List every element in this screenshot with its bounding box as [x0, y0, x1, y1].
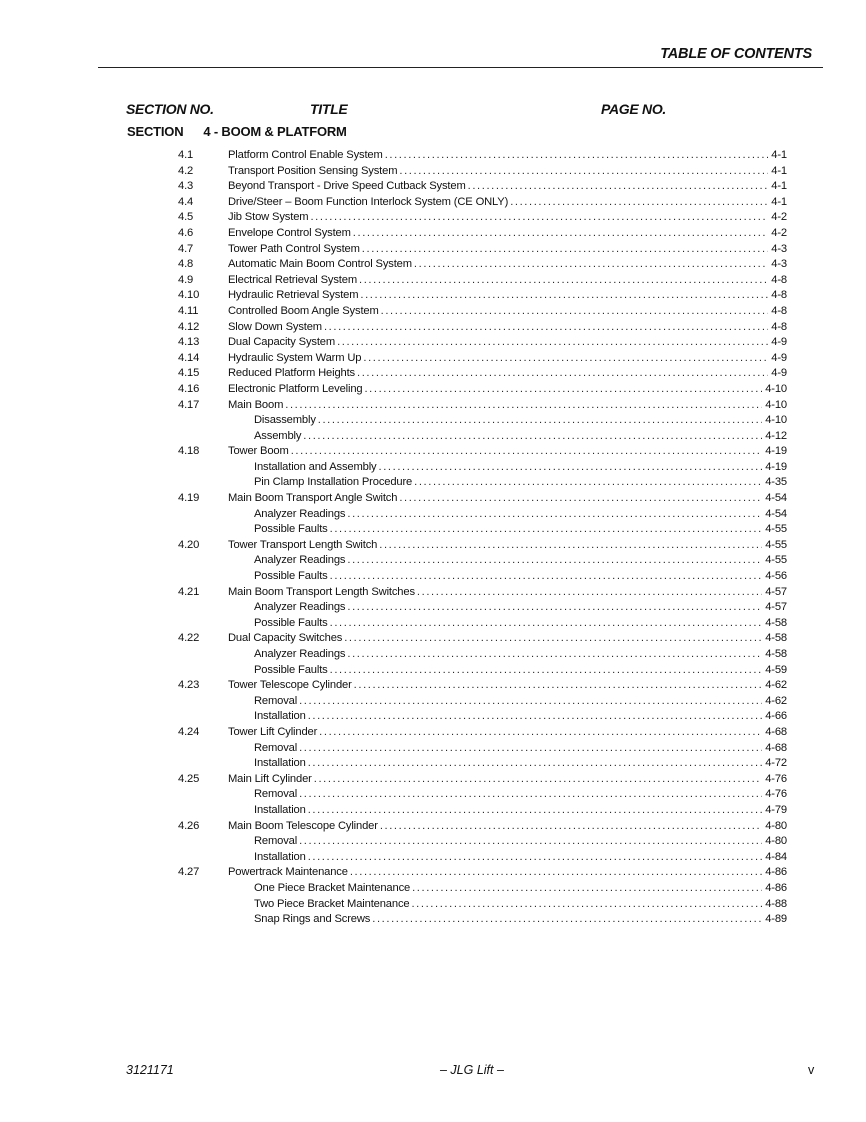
- dot-leader: [330, 616, 763, 632]
- toc-entry-line: [254, 475, 787, 491]
- dot-leader: [299, 694, 762, 710]
- toc-entry[interactable]: [178, 444, 787, 460]
- toc-entry-line: [228, 257, 787, 273]
- dot-leader: [364, 382, 762, 398]
- toc-entry-line: [228, 538, 787, 554]
- dot-leader: [299, 787, 762, 803]
- toc-subentry[interactable]: [178, 741, 787, 757]
- dot-leader: [468, 179, 769, 195]
- toc-subentry[interactable]: [178, 709, 787, 725]
- toc-entry-title: Hydraulic Retrieval System: [228, 289, 359, 302]
- toc-entry-title: Dual Capacity System: [228, 336, 336, 349]
- toc-entry-line: [254, 881, 787, 897]
- column-heading-title: TITLE: [310, 101, 348, 117]
- toc-entry-page: 4-80: [765, 819, 787, 832]
- dot-leader: [330, 569, 763, 585]
- toc-entry-line: [228, 725, 787, 741]
- toc-entry[interactable]: [178, 631, 787, 647]
- dot-leader: [510, 195, 768, 211]
- toc-entry-page: 4-54: [765, 492, 787, 505]
- toc-subentry[interactable]: [178, 553, 787, 569]
- toc-entry-number: 4.17: [178, 398, 200, 411]
- toc-entry-line: [254, 834, 787, 850]
- dot-leader: [381, 304, 769, 320]
- toc-entry[interactable]: [178, 725, 787, 741]
- toc-subentry[interactable]: [178, 569, 787, 585]
- toc-entry-page: 4-76: [765, 788, 787, 801]
- dot-leader: [379, 538, 762, 554]
- toc-entry-title: Platform Control Enable System: [228, 149, 383, 161]
- toc-subentry[interactable]: [178, 912, 787, 928]
- toc-entry-page: 4-2: [771, 226, 787, 239]
- toc-entry-number: 4.19: [178, 492, 200, 505]
- toc-entry-number: 4.21: [178, 585, 200, 598]
- toc-entry-title: Installation: [254, 757, 306, 770]
- toc-subentry[interactable]: [178, 850, 787, 866]
- toc-entry-title: Installation: [254, 803, 306, 816]
- dot-leader: [308, 850, 763, 866]
- toc-entry-line: [228, 678, 787, 694]
- toc-entry-page: 4-1: [771, 149, 787, 161]
- toc-entry-page: 4-9: [771, 367, 787, 380]
- dot-leader: [308, 709, 763, 725]
- toc-entry-line: [228, 179, 787, 195]
- toc-entry-page: 4-12: [765, 429, 787, 442]
- toc-entry-number: 4.27: [178, 866, 200, 879]
- section-number: 4: [203, 124, 211, 139]
- toc-subentry[interactable]: [178, 803, 787, 819]
- toc-entry[interactable]: [178, 398, 787, 414]
- toc-entry-title: Drive/Steer – Boom Function Interlock System (CE ONLY): [228, 195, 509, 208]
- toc-entry-title: Assembly: [254, 429, 302, 442]
- toc-entry-page: 4-57: [765, 585, 787, 598]
- dot-leader: [385, 148, 769, 164]
- toc-entry-page: 4-57: [765, 601, 787, 614]
- toc-entry-line: [228, 226, 787, 242]
- toc-entry[interactable]: [178, 179, 787, 195]
- toc-entry-title: Main Boom Transport Angle Switch: [228, 492, 398, 505]
- toc-entry-page: 4-9: [771, 351, 787, 364]
- toc-subentry[interactable]: [178, 834, 787, 850]
- dot-leader: [337, 335, 768, 351]
- dot-leader: [399, 164, 768, 180]
- toc-entry-page: 4-84: [765, 850, 787, 863]
- toc-subentry[interactable]: [178, 460, 787, 476]
- toc-subentry[interactable]: [178, 881, 787, 897]
- toc-entry-title: Disassembly: [254, 414, 316, 427]
- toc-entry-title: Hydraulic System Warm Up: [228, 351, 362, 364]
- toc-subentry[interactable]: [178, 647, 787, 663]
- toc-entry[interactable]: [178, 819, 787, 835]
- toc-entry-title: Possible Faults: [254, 663, 328, 676]
- toc-entry-page: 4-8: [771, 304, 787, 317]
- footer-doc-number: 3121171: [126, 1063, 174, 1077]
- toc-entry-number: 4.12: [178, 320, 200, 333]
- toc-entry-title: Controlled Boom Angle System: [228, 304, 379, 317]
- toc-subentry[interactable]: [178, 475, 787, 491]
- toc-entry-page: 4-79: [765, 803, 787, 816]
- toc-entry-number: 4.2: [178, 164, 194, 177]
- toc-entry-line: [254, 912, 787, 928]
- toc-entry-title: Transport Position Sensing System: [228, 164, 398, 177]
- toc-entry-line: [228, 819, 787, 835]
- column-heading-section-no: SECTION NO.: [126, 101, 214, 117]
- toc-entry[interactable]: [178, 320, 787, 336]
- toc-entry-line: [228, 491, 787, 507]
- dot-leader: [310, 210, 768, 226]
- toc-entry-line: [228, 631, 787, 647]
- toc-subentry[interactable]: [178, 787, 787, 803]
- toc-entry-number: 4.15: [178, 367, 200, 380]
- toc-entry-title: Removal: [254, 694, 298, 707]
- dot-leader: [412, 881, 762, 897]
- toc-entry-page: 4-8: [771, 273, 787, 286]
- toc-entry-title: Installation: [254, 850, 306, 863]
- section-label: SECTION: [127, 124, 184, 139]
- dot-leader: [314, 772, 762, 788]
- toc-entry-line: [254, 616, 787, 632]
- toc-entry-number: 4.3: [178, 180, 194, 193]
- toc-entry-line: [254, 507, 787, 523]
- toc-entry-page: 4-3: [771, 242, 787, 255]
- toc-entry-page: 4-1: [771, 180, 787, 193]
- toc-entry-page: 4-86: [765, 881, 787, 894]
- toc-entry-line: [228, 585, 787, 601]
- section-heading: [127, 124, 347, 139]
- dot-leader: [319, 725, 762, 741]
- toc-entry-line: [254, 522, 787, 538]
- dot-leader: [299, 741, 762, 757]
- dot-leader: [347, 600, 762, 616]
- toc-entry[interactable]: [178, 288, 787, 304]
- dot-leader: [347, 553, 762, 569]
- toc-entry-title: Powertrack Maintenance: [228, 866, 348, 879]
- dot-leader: [299, 834, 762, 850]
- dot-leader: [411, 897, 762, 913]
- toc-entry-number: 4.6: [178, 226, 194, 239]
- toc-entry-page: 4-80: [765, 835, 787, 848]
- toc-entry-page: 4-66: [765, 710, 787, 723]
- dot-leader: [318, 413, 762, 429]
- toc-entry-title: Jib Stow System: [228, 211, 309, 224]
- toc-entry-number: 4.8: [178, 258, 194, 271]
- toc-entry-number: 4.9: [178, 273, 194, 286]
- toc-entry-page: 4-19: [765, 445, 787, 458]
- dot-leader: [330, 663, 763, 679]
- toc-entry-title: Analyzer Readings: [254, 601, 346, 614]
- toc-entry[interactable]: [178, 226, 787, 242]
- toc-entry[interactable]: [178, 335, 787, 351]
- toc-entry-page: 4-76: [765, 772, 787, 785]
- toc-entry-title: Installation and Assembly: [254, 460, 377, 473]
- toc-entry-title: Main Boom Transport Length Switches: [228, 585, 415, 598]
- toc-entry-title: Two Piece Bracket Maintenance: [254, 897, 410, 910]
- toc-entry-line: [228, 195, 787, 211]
- toc-entry-line: [228, 335, 787, 351]
- toc-entry-page: 4-58: [765, 648, 787, 660]
- dot-leader: [414, 257, 768, 273]
- dot-leader: [330, 522, 763, 538]
- dot-leader: [324, 320, 768, 336]
- toc-entry-line: [254, 569, 787, 585]
- toc-entry-title: Removal: [254, 741, 298, 754]
- toc-entry-line: [228, 865, 787, 881]
- toc-entry-number: 4.5: [178, 211, 194, 224]
- toc-entry-page: 4-3: [771, 258, 787, 271]
- toc-entry-page: 4-1: [771, 195, 787, 208]
- dot-leader: [363, 351, 768, 367]
- toc-entry-line: [254, 647, 787, 663]
- toc-entry[interactable]: [178, 273, 787, 289]
- toc-entry-line: [254, 663, 787, 679]
- toc-entry-line: [228, 351, 787, 367]
- toc-entry-title: Tower Telescope Cylinder: [228, 679, 352, 692]
- toc-entry[interactable]: [178, 382, 787, 398]
- toc-entry-line: [228, 444, 787, 460]
- toc-entry[interactable]: [178, 491, 787, 507]
- toc-entry-page: 4-55: [765, 554, 787, 567]
- toc-entry-page: 4-68: [765, 741, 787, 754]
- section-title: - BOOM & PLATFORM: [213, 124, 347, 139]
- toc-entry-line: [228, 148, 787, 164]
- toc-entry-page: 4-55: [765, 538, 787, 551]
- toc-entry-title: Installation: [254, 710, 306, 723]
- toc-subentry[interactable]: [178, 507, 787, 523]
- dot-leader: [308, 756, 763, 772]
- toc-entry-page: 4-58: [765, 632, 787, 645]
- toc-entry-title: Slow Down System: [228, 320, 322, 333]
- toc-entry-page: 4-8: [771, 320, 787, 333]
- toc-entry-number: 4.18: [178, 445, 200, 458]
- toc-entry-page: 4-56: [765, 570, 787, 583]
- toc-entry-page: 4-89: [765, 913, 787, 926]
- toc-entry-title: Possible Faults: [254, 616, 328, 629]
- toc-subentry[interactable]: [178, 616, 787, 632]
- toc-entry[interactable]: [178, 351, 787, 367]
- dot-leader: [379, 460, 763, 476]
- toc-entry-title: Dual Capacity Switches: [228, 632, 343, 645]
- toc-entry-title: Analyzer Readings: [254, 507, 346, 520]
- toc-subentry[interactable]: [178, 694, 787, 710]
- toc-entry-line: [254, 756, 787, 772]
- toc-entry-line: [254, 709, 787, 725]
- dot-leader: [285, 398, 762, 414]
- toc-entry-number: 4.26: [178, 819, 200, 832]
- dot-leader: [347, 647, 762, 663]
- toc-entry-title: Analyzer Readings: [254, 648, 346, 660]
- toc-entry-title: Beyond Transport - Drive Speed Cutback System: [228, 180, 466, 193]
- dot-leader: [359, 273, 768, 289]
- toc-entry-number: 4.20: [178, 538, 200, 551]
- dot-leader: [380, 819, 762, 835]
- toc-entry-title: Removal: [254, 788, 298, 801]
- toc-entry-line: [228, 772, 787, 788]
- toc-entry-page: 4-19: [765, 460, 787, 473]
- toc-entry-title: One Piece Bracket Maintenance: [254, 881, 411, 894]
- toc-entry-title: Reduced Platform Heights: [228, 367, 355, 380]
- toc-subentry[interactable]: [178, 522, 787, 538]
- toc-entry-title: Automatic Main Boom Control System: [228, 258, 412, 271]
- toc-entry-title: Tower Path Control System: [228, 242, 360, 255]
- dot-leader: [354, 678, 763, 694]
- page-header-title: TABLE OF CONTENTS: [660, 46, 812, 62]
- dot-leader: [350, 865, 762, 881]
- toc-entry-title: Removal: [254, 835, 298, 848]
- toc-entry[interactable]: [178, 366, 787, 382]
- toc-entry-title: Snap Rings and Screws: [254, 913, 371, 926]
- toc-entry-title: Possible Faults: [254, 570, 328, 583]
- toc-entry[interactable]: [178, 585, 787, 601]
- column-heading-page-no: PAGE NO.: [601, 101, 667, 117]
- toc-entry-number: 4.24: [178, 725, 200, 738]
- toc-entry-line: [254, 600, 787, 616]
- toc-entry-line: [228, 382, 787, 398]
- toc-subentry[interactable]: [178, 756, 787, 772]
- dot-leader: [360, 288, 768, 304]
- toc-entry-title: Analyzer Readings: [254, 554, 346, 567]
- toc-entry-line: [254, 429, 787, 445]
- toc-entry-number: 4.7: [178, 242, 194, 255]
- toc-entry-line: [254, 694, 787, 710]
- toc-entry-line: [228, 288, 787, 304]
- toc-entry[interactable]: [178, 257, 787, 273]
- toc-entry-number: 4.10: [178, 289, 200, 302]
- toc-entry-number: 4.11: [178, 304, 199, 317]
- toc-entry-title: Electronic Platform Leveling: [228, 382, 363, 395]
- toc-entry-line: [228, 320, 787, 336]
- toc-entry-title: Electrical Retrieval System: [228, 273, 357, 286]
- dot-leader: [399, 491, 762, 507]
- toc-entry-line: [254, 413, 787, 429]
- dot-leader: [353, 226, 768, 242]
- toc-entry-title: Main Boom: [228, 398, 284, 411]
- toc-entry[interactable]: [178, 772, 787, 788]
- toc-subentry[interactable]: [178, 897, 787, 913]
- toc-subentry[interactable]: [178, 429, 787, 445]
- toc-entry[interactable]: [178, 538, 787, 554]
- toc-entry[interactable]: [178, 195, 787, 211]
- dot-leader: [291, 444, 763, 460]
- toc-entry-title: Tower Boom: [228, 445, 289, 458]
- toc-entry-title: Pin Clamp Installation Procedure: [254, 476, 413, 489]
- toc-entry-line: [228, 366, 787, 382]
- toc-entry[interactable]: [178, 678, 787, 694]
- toc-entry-title: Main Lift Cylinder: [228, 772, 312, 785]
- dot-leader: [362, 242, 768, 258]
- toc-entry-title: Envelope Control System: [228, 226, 351, 239]
- toc-entry-line: [254, 803, 787, 819]
- toc-entry-number: 4.16: [178, 382, 200, 395]
- toc-entry-page: 4-72: [765, 757, 787, 770]
- toc-entry-line: [254, 787, 787, 803]
- toc-entry-number: 4.25: [178, 772, 200, 785]
- toc-entry-page: 4-10: [765, 398, 787, 411]
- toc-entry-page: 4-58: [765, 616, 787, 629]
- toc-entry-line: [254, 897, 787, 913]
- dot-leader: [372, 912, 762, 928]
- toc-entry-page: 4-62: [765, 679, 787, 692]
- toc-entry[interactable]: [178, 148, 787, 164]
- dot-leader: [347, 507, 762, 523]
- header-rule: [98, 67, 823, 68]
- toc-entry[interactable]: [178, 304, 787, 320]
- toc-entry-number: 4.14: [178, 351, 200, 364]
- toc-entry-number: 4.13: [178, 336, 200, 349]
- toc-subentry[interactable]: [178, 413, 787, 429]
- toc-entry[interactable]: [178, 164, 787, 180]
- toc-entry-line: [254, 553, 787, 569]
- toc-entry-page: 4-2: [771, 211, 787, 224]
- toc-entry-line: [254, 460, 787, 476]
- toc-entry[interactable]: [178, 210, 787, 226]
- toc-entry-line: [228, 273, 787, 289]
- toc-entry-title: Possible Faults: [254, 523, 328, 536]
- toc-entry[interactable]: [178, 865, 787, 881]
- toc-entry-page: 4-54: [765, 507, 787, 520]
- dot-leader: [414, 475, 762, 491]
- toc-entry-number: 4.4: [178, 195, 194, 208]
- toc-entry-page: 4-9: [771, 336, 787, 349]
- footer-publisher: – JLG Lift –: [440, 1063, 504, 1077]
- toc-entry-page: 4-68: [765, 725, 787, 738]
- toc-entry-page: 4-88: [765, 897, 787, 910]
- toc-entry-title: Tower Transport Length Switch: [228, 538, 378, 551]
- toc-entry-title: Main Boom Telescope Cylinder: [228, 819, 378, 832]
- toc-entry-title: Tower Lift Cylinder: [228, 725, 318, 738]
- toc-entry-line: [254, 850, 787, 866]
- toc-entry-page: 4-62: [765, 694, 787, 707]
- toc-entry-number: 4.22: [178, 632, 200, 645]
- dot-leader: [308, 803, 763, 819]
- toc-entry-page: 4-55: [765, 523, 787, 536]
- toc-entry[interactable]: [178, 242, 787, 258]
- toc-entry-number: 4.23: [178, 679, 200, 692]
- toc-entry-line: [228, 164, 787, 180]
- dot-leader: [344, 631, 762, 647]
- toc-entry-line: [228, 210, 787, 226]
- toc-entry-page: 4-10: [765, 414, 787, 427]
- toc-entry-line: [254, 741, 787, 757]
- toc-entry-number: 4.1: [178, 149, 194, 161]
- toc-entry-page: 4-86: [765, 866, 787, 879]
- toc-entry-page: 4-10: [765, 382, 787, 395]
- toc-entry-page: 4-8: [771, 289, 787, 302]
- dot-leader: [303, 429, 762, 445]
- dot-leader: [357, 366, 768, 382]
- toc-list: [178, 148, 787, 928]
- toc-entry-page: 4-59: [765, 663, 787, 676]
- toc-entry-line: [228, 398, 787, 414]
- toc-entry-line: [228, 304, 787, 320]
- toc-subentry[interactable]: [178, 663, 787, 679]
- toc-entry-page: 4-35: [765, 476, 787, 489]
- toc-subentry[interactable]: [178, 600, 787, 616]
- dot-leader: [417, 585, 762, 601]
- footer-page-number: v: [808, 1063, 815, 1077]
- toc-entry-line: [228, 242, 787, 258]
- toc-entry-page: 4-1: [771, 164, 787, 177]
